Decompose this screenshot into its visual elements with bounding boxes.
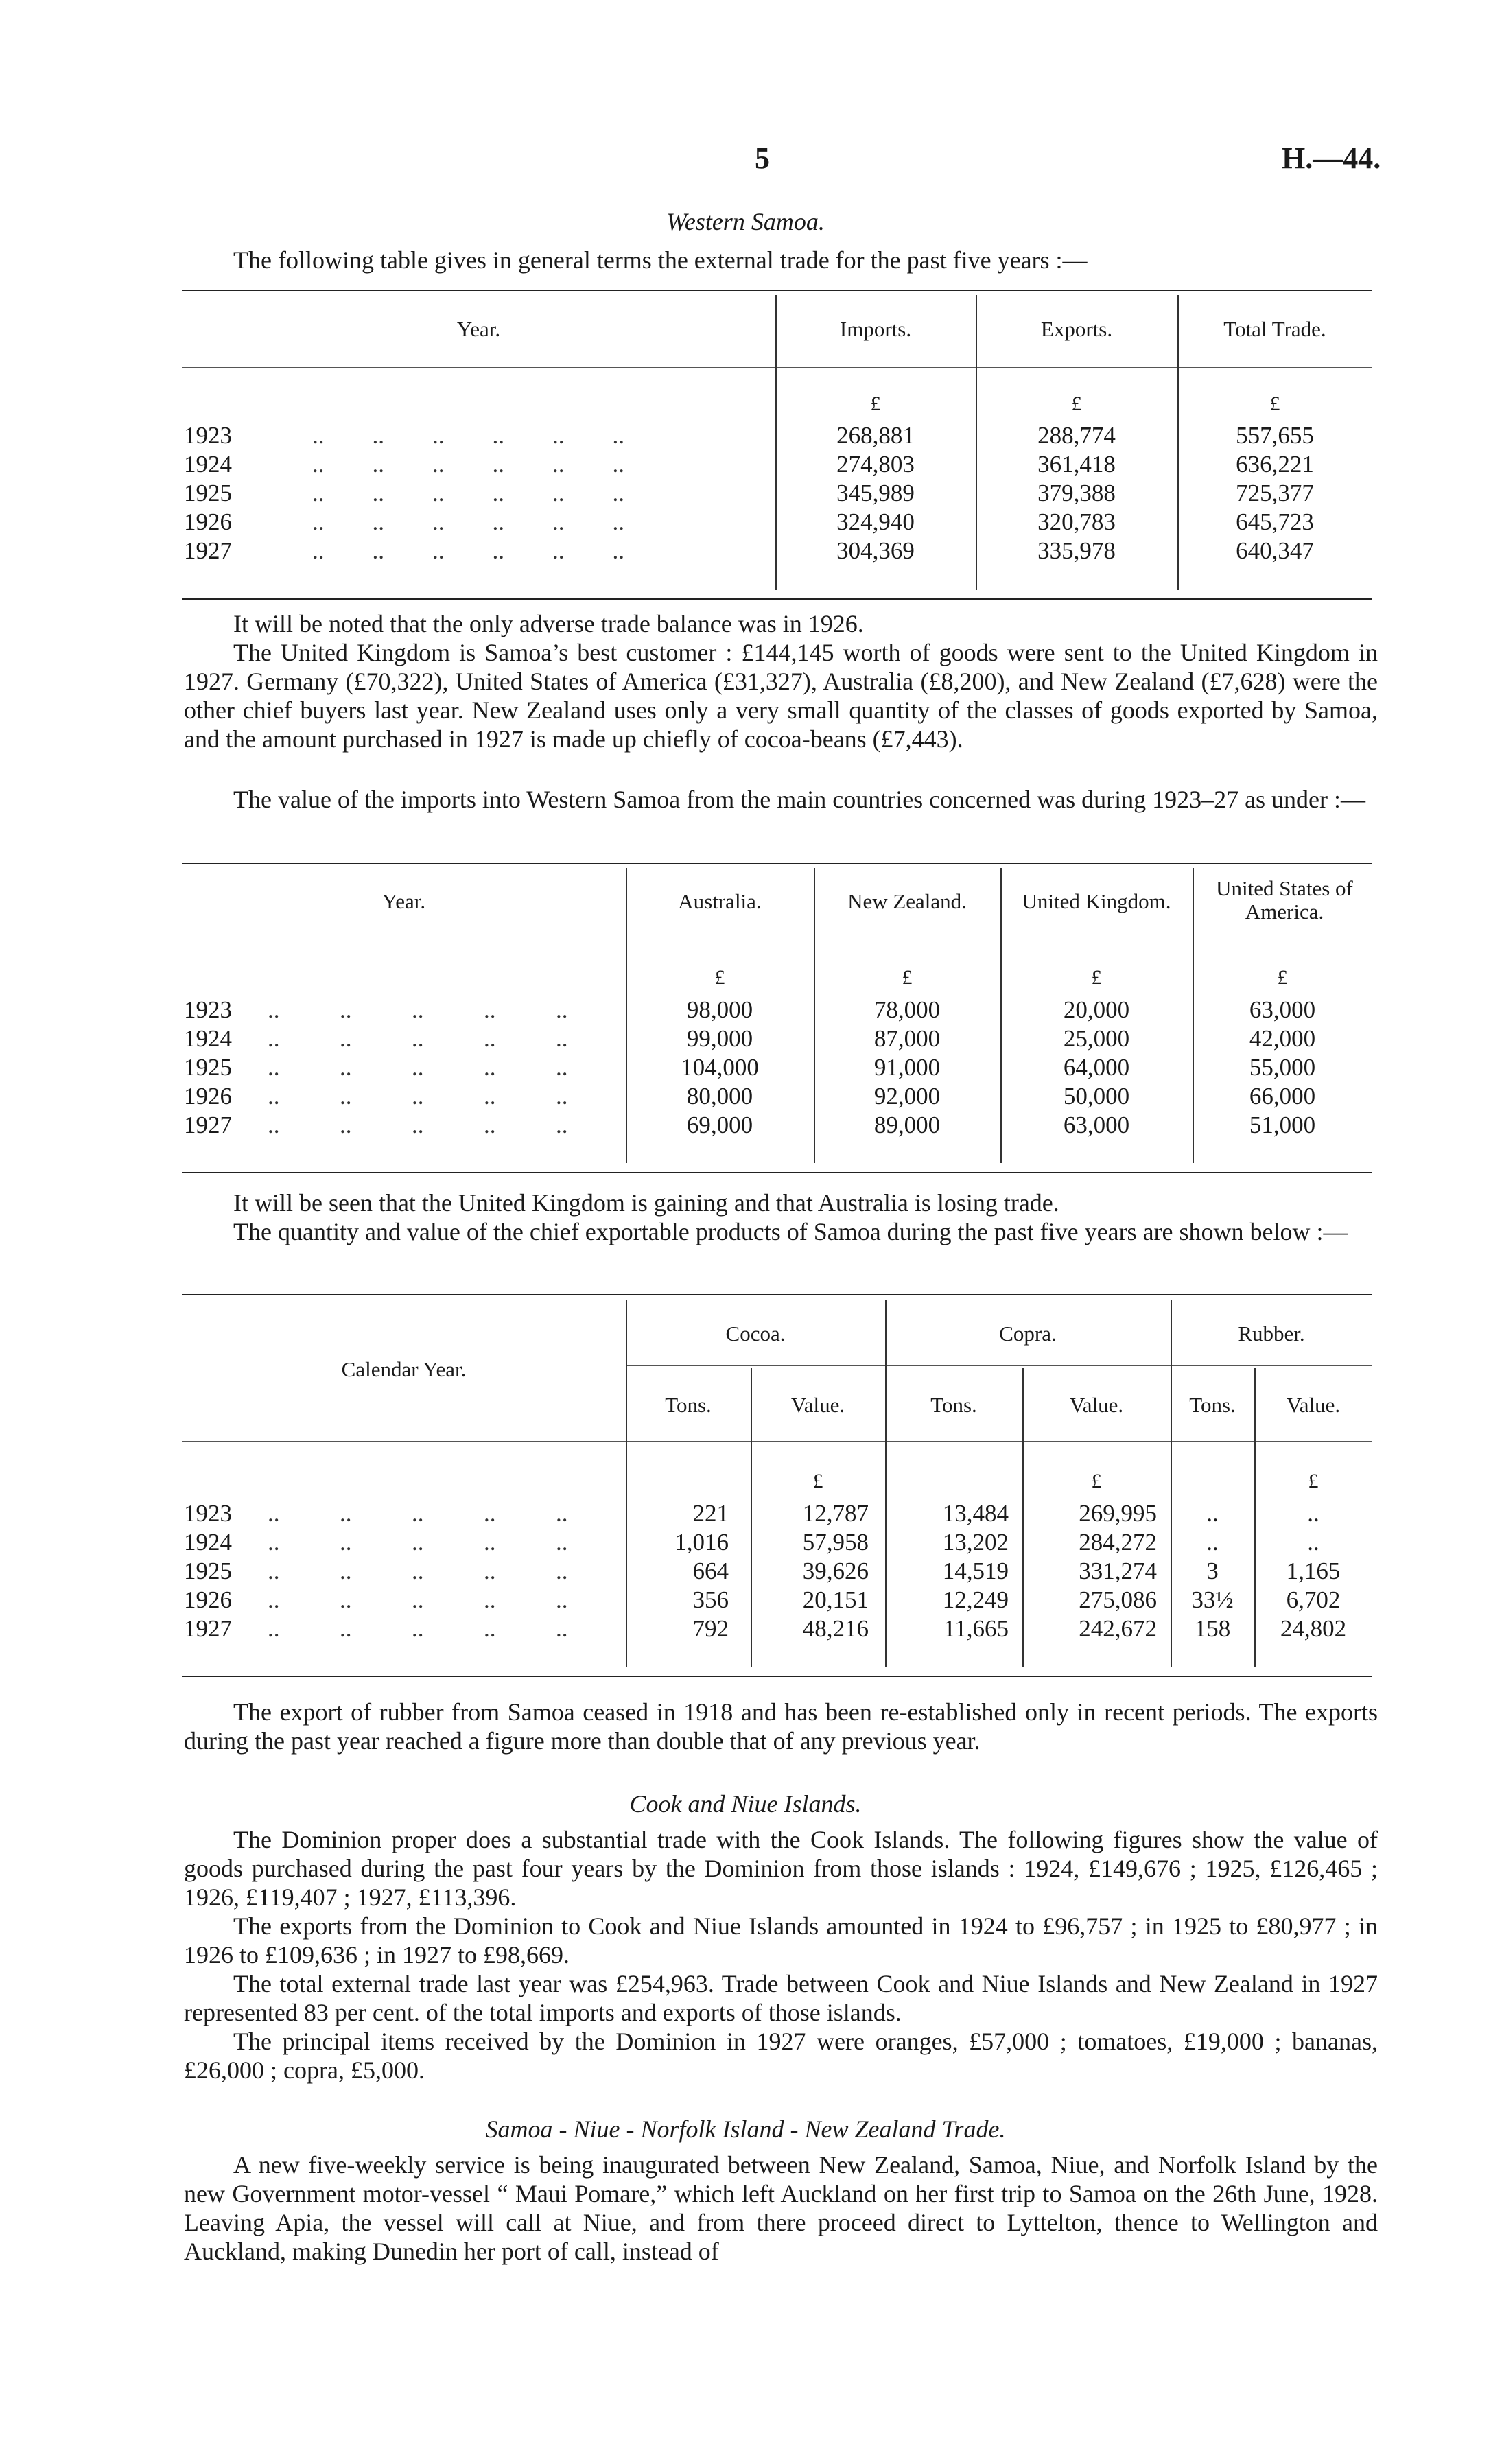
cell-australia: 99,000 <box>686 1025 753 1052</box>
col-header-imports: Imports. <box>839 317 912 341</box>
page-number: 5 <box>755 141 770 175</box>
section-heading-western-samoa: Western Samoa. <box>666 208 825 235</box>
cell-new-zealand: 87,000 <box>873 1025 941 1052</box>
cell-usa: 51,000 <box>1249 1112 1316 1138</box>
cell-copra-tons: 13,484 <box>942 1500 1009 1527</box>
cell-new-zealand: 78,000 <box>873 996 941 1023</box>
paragraph: The principal items received by the Dominion in 1927 were oranges, £57,000 ; tomatoes, £19,000 ; bananas, £26,000 ; copra, £5,000. <box>184 2028 1378 2084</box>
cell-imports: 304,369 <box>836 537 915 564</box>
cell-imports: 274,803 <box>836 451 915 478</box>
col-header-united-kingdom: United Kingdom. <box>1022 889 1171 913</box>
cell-cocoa-tons: 221 <box>692 1500 729 1527</box>
cell-usa: 55,000 <box>1249 1054 1316 1081</box>
cell-cocoa-value: 39,626 <box>802 1558 869 1584</box>
cell-new-zealand: 89,000 <box>873 1112 941 1138</box>
leader-dots: .. .. .. .. .. <box>268 1615 568 1642</box>
row-year: 1923 <box>184 1500 232 1527</box>
cell-total-trade: 725,377 <box>1236 480 1314 506</box>
leader-dots: .. .. .. .. .. .. <box>312 537 624 564</box>
paragraph: The export of rubber from Samoa ceased in 1918 and has been re-established only in recent periods. The exports during the past year reached a figure more than double that of any previous year. <box>184 1698 1378 1755</box>
cell-australia: 69,000 <box>686 1112 753 1138</box>
col-header-year: Year. <box>381 889 426 913</box>
currency-symbol: £ <box>1269 392 1280 415</box>
paragraph: It will be seen that the United Kingdom is gaining and that Australia is losing trade. <box>233 1189 1059 1217</box>
paragraph: The United Kingdom is Samoa’s best customer : £144,145 worth of goods were sent to the United Kingdom in 1927. Germany (£70,322), United States of America (£31,327), Australia (£8,200), and New Zealand (£7,628) were the other chief buyers last year. New Zealand uses only a very small quantity of the classes of goods exported by Samoa, and the amount purchased in 1927 is made up chiefly of cocoa-beans (£7,443). <box>184 639 1378 753</box>
cell-rubber-value: 24,802 <box>1280 1615 1347 1642</box>
cell-exports: 361,418 <box>1037 451 1116 478</box>
paragraph: The value of the imports into Western Samoa from the main countries concerned was during 1923–27 as under :— <box>233 786 1366 813</box>
cell-usa: 42,000 <box>1249 1025 1316 1052</box>
col-header-total-trade: Total Trade. <box>1223 317 1326 341</box>
cell-exports: 320,783 <box>1037 508 1116 535</box>
cell-cocoa-tons: 664 <box>692 1558 729 1584</box>
cell-united-kingdom: 25,000 <box>1063 1025 1130 1052</box>
row-year: 1927 <box>184 1112 232 1138</box>
col-header-calendar-year: Calendar Year. <box>341 1357 467 1381</box>
currency-symbol: £ <box>714 966 725 989</box>
leader-dots: .. .. .. .. .. .. <box>312 508 624 535</box>
cell-exports: 288,774 <box>1037 422 1116 449</box>
cell-australia: 104,000 <box>681 1054 759 1081</box>
table-rule-bottom <box>182 1172 1372 1173</box>
cell-rubber-tons: 33½ <box>1191 1586 1234 1613</box>
row-year: 1924 <box>184 1529 232 1556</box>
currency-symbol: £ <box>1091 1470 1102 1492</box>
leader-dots: .. .. .. .. .. <box>268 996 568 1023</box>
paragraph: It will be noted that the only adverse trade balance was in 1926. <box>233 610 864 637</box>
cell-usa: 66,000 <box>1249 1083 1316 1110</box>
cell-total-trade: 645,723 <box>1236 508 1314 535</box>
cell-australia: 98,000 <box>686 996 753 1023</box>
col-group-cocoa: Cocoa. <box>725 1322 786 1346</box>
cell-copra-value: 331,274 <box>1079 1558 1157 1584</box>
currency-symbol: £ <box>870 392 881 415</box>
paragraph: The exports from the Dominion to Cook and Niue Islands amounted in 1924 to £96,757 ; in 1925 to £80,977 ; in 1926 to £109,636 ; in 1927 to £98,669. <box>184 1912 1378 1969</box>
col-header-copra-tons: Tons. <box>930 1393 977 1417</box>
col-header-exports: Exports. <box>1040 317 1113 341</box>
cell-australia: 80,000 <box>686 1083 753 1110</box>
cell-copra-tons: 14,519 <box>942 1558 1009 1584</box>
row-year: 1925 <box>184 480 232 506</box>
col-header-australia: Australia. <box>678 889 762 913</box>
leader-dots: .. .. .. .. .. <box>268 1083 568 1110</box>
currency-symbol: £ <box>1308 1470 1319 1492</box>
cell-new-zealand: 91,000 <box>873 1054 941 1081</box>
table-rule-top <box>182 863 1372 864</box>
cell-new-zealand: 92,000 <box>873 1083 941 1110</box>
row-year: 1927 <box>184 1615 232 1642</box>
col-header-rubber-tons: Tons. <box>1189 1393 1236 1417</box>
col-header-new-zealand: New Zealand. <box>847 889 967 913</box>
cell-cocoa-value: 48,216 <box>802 1615 869 1642</box>
document-reference: H.—44. <box>1282 141 1381 175</box>
cell-rubber-value: 6,702 <box>1286 1586 1341 1613</box>
cell-cocoa-tons: 356 <box>692 1586 729 1613</box>
col-header-cocoa-tons: Tons. <box>665 1393 712 1417</box>
cell-copra-tons: 13,202 <box>942 1529 1009 1556</box>
table-rule-header <box>182 1441 1372 1442</box>
paragraph: The total external trade last year was £254,963. Trade between Cook and Niue Islands and New Zealand in 1927 represented 83 per cent. of the total imports and exports of those islands. <box>184 1970 1378 2026</box>
paragraph: The quantity and value of the chief exportable products of Samoa during the past five years are shown below :— <box>233 1218 1348 1245</box>
leader-dots: .. .. .. .. .. <box>268 1558 568 1584</box>
table-rule-bottom <box>182 598 1372 600</box>
cell-rubber-tons: .. <box>1206 1529 1219 1556</box>
currency-symbol: £ <box>902 966 913 989</box>
section-heading-samoa-niue-norfolk: Samoa - Niue - Norfolk Island - New Zealand Trade. <box>485 2115 1006 2143</box>
col-header-cocoa-value: Value. <box>790 1393 845 1417</box>
cell-rubber-value: 1,165 <box>1286 1558 1341 1584</box>
col-group-rubber: Rubber. <box>1238 1322 1305 1346</box>
cell-copra-value: 284,272 <box>1079 1529 1157 1556</box>
cell-total-trade: 636,221 <box>1236 451 1314 478</box>
cell-rubber-tons: 158 <box>1194 1615 1231 1642</box>
leader-dots: .. .. .. .. .. .. <box>312 480 624 506</box>
cell-united-kingdom: 63,000 <box>1063 1112 1130 1138</box>
table-rule-group <box>626 1365 1372 1366</box>
currency-symbol: £ <box>1277 966 1288 989</box>
currency-symbol: £ <box>1071 392 1082 415</box>
cell-imports: 345,989 <box>836 480 915 506</box>
cell-copra-value: 269,995 <box>1079 1500 1157 1527</box>
cell-copra-value: 242,672 <box>1079 1615 1157 1642</box>
row-year: 1925 <box>184 1558 232 1584</box>
leader-dots: .. .. .. .. .. .. <box>312 422 624 449</box>
leader-dots: .. .. .. .. .. .. <box>312 451 624 478</box>
cell-united-kingdom: 50,000 <box>1063 1083 1130 1110</box>
currency-symbol: £ <box>1091 966 1102 989</box>
western-samoa-intro: The following table gives in general terms the external trade for the past five years :— <box>233 246 1088 274</box>
row-year: 1923 <box>184 996 232 1023</box>
col-group-copra: Copra. <box>999 1322 1057 1346</box>
cell-rubber-value: .. <box>1307 1500 1319 1527</box>
leader-dots: .. .. .. .. .. <box>268 1054 568 1081</box>
cell-imports: 268,881 <box>836 422 915 449</box>
row-year: 1926 <box>184 508 232 535</box>
cell-united-kingdom: 20,000 <box>1063 996 1130 1023</box>
cell-cocoa-value: 20,151 <box>802 1586 869 1613</box>
col-header-copra-value: Value. <box>1069 1393 1124 1417</box>
row-year: 1924 <box>184 1025 232 1052</box>
cell-cocoa-tons: 792 <box>692 1615 729 1642</box>
cell-rubber-tons: .. <box>1206 1500 1219 1527</box>
cell-exports: 379,388 <box>1037 480 1116 506</box>
row-year: 1924 <box>184 451 232 478</box>
row-year: 1926 <box>184 1083 232 1110</box>
leader-dots: .. .. .. .. .. <box>268 1529 568 1556</box>
row-year: 1926 <box>184 1586 232 1613</box>
paragraph: The Dominion proper does a substantial trade with the Cook Islands. The following figures show the value of goods purchased during the past four years by the Dominion from those islands : 1924, £149,676 ; 1925, £126,465 ; 1926, £119,407 ; 1927, £113,396. <box>184 1826 1378 1911</box>
cell-cocoa-tons: 1,016 <box>674 1529 729 1556</box>
col-header-rubber-value: Value. <box>1286 1393 1341 1417</box>
cell-imports: 324,940 <box>836 508 915 535</box>
paragraph: A new five-weekly service is being inaugurated between New Zealand, Samoa, Niue, and Norfolk Island by the new Government motor-vessel “ Maui Pomare,” which left Auckland on her first trip to Samoa on the 26th June, 1928. Leaving Apia, the vessel will call at Niue, and from there proceed direct to Lyttelton, thence to Wellington and Auckland, making Dunedin her port of call, instead of <box>184 2151 1378 2265</box>
leader-dots: .. .. .. .. .. <box>268 1586 568 1613</box>
col-header-usa: United States of America. <box>1216 876 1353 924</box>
cell-rubber-value: .. <box>1307 1529 1319 1556</box>
cell-copra-tons: 12,249 <box>942 1586 1009 1613</box>
cell-total-trade: 557,655 <box>1236 422 1314 449</box>
row-year: 1925 <box>184 1054 232 1081</box>
table-rule-bottom <box>182 1676 1372 1677</box>
leader-dots: .. .. .. .. .. <box>268 1500 568 1527</box>
section-heading-cook-niue: Cook and Niue Islands. <box>629 1790 862 1818</box>
row-year: 1927 <box>184 537 232 564</box>
col-header-year: Year. <box>456 317 501 341</box>
cell-cocoa-value: 57,958 <box>802 1529 869 1556</box>
leader-dots: .. .. .. .. .. <box>268 1025 568 1052</box>
cell-rubber-tons: 3 <box>1206 1558 1219 1584</box>
table-rule-top <box>182 290 1372 291</box>
currency-symbol: £ <box>812 1470 823 1492</box>
table-rule-top <box>182 1294 1372 1295</box>
cell-usa: 63,000 <box>1249 996 1316 1023</box>
leader-dots: .. .. .. .. .. <box>268 1112 568 1138</box>
cell-total-trade: 640,347 <box>1236 537 1314 564</box>
cell-united-kingdom: 64,000 <box>1063 1054 1130 1081</box>
cell-copra-tons: 11,665 <box>943 1615 1009 1642</box>
row-year: 1923 <box>184 422 232 449</box>
table-rule-header <box>182 367 1372 368</box>
cell-copra-value: 275,086 <box>1079 1586 1157 1613</box>
cell-cocoa-value: 12,787 <box>802 1500 869 1527</box>
cell-exports: 335,978 <box>1037 537 1116 564</box>
